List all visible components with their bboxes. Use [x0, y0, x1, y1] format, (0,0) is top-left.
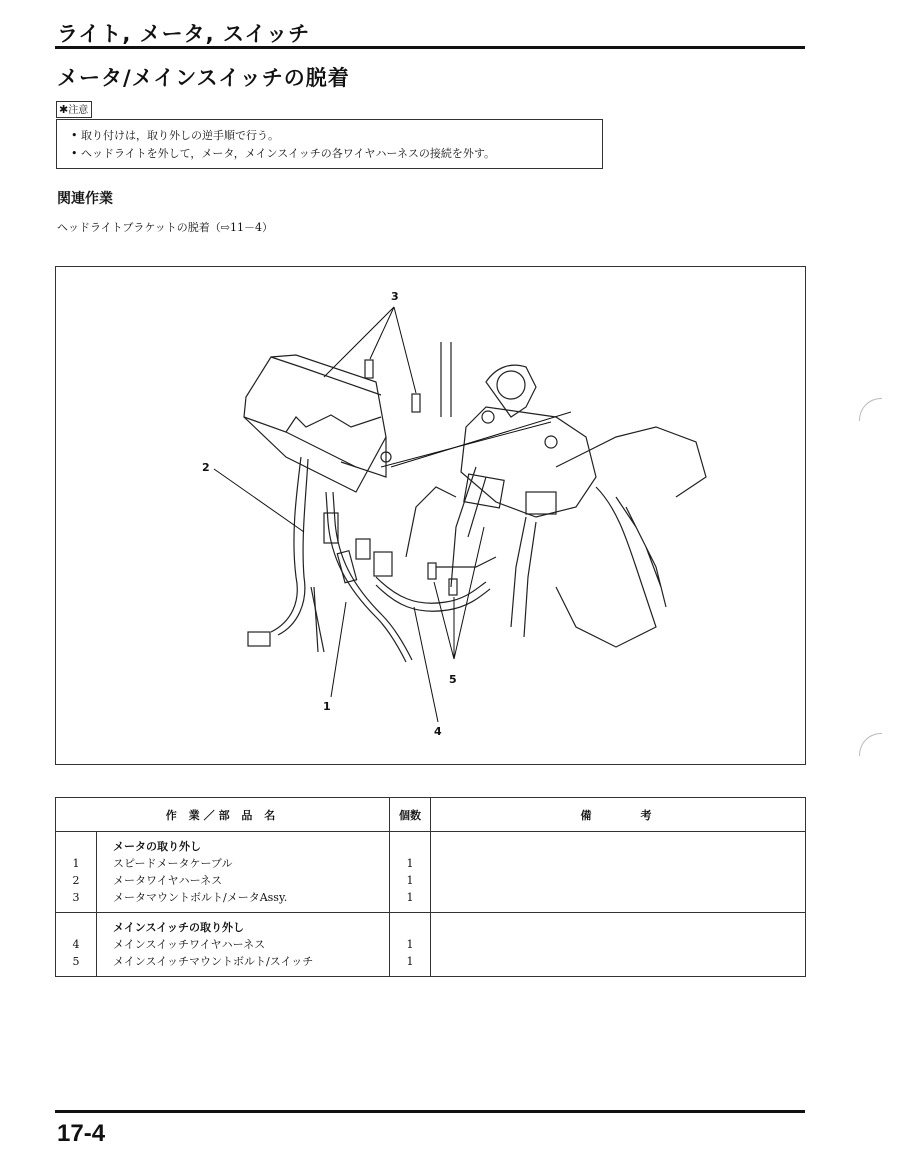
leader-4 [414, 607, 438, 722]
callout-5: 5 [449, 673, 457, 686]
part-name: メータマウントボルト/メータAssy. [113, 891, 288, 904]
leader-bracket [391, 412, 571, 467]
meter-assembly-drawing [244, 355, 391, 492]
part-name: スピードメータケーブル [113, 857, 233, 870]
mount-bolt-3a [365, 360, 373, 378]
caution-line: • 取り付けは，取り外しの逆手順で行う。 [71, 129, 279, 142]
binding-hole-mark [859, 733, 882, 756]
related-work-text: ヘッドライトブラケットの脱着（⇨11－4） [57, 221, 274, 234]
row-number: 5 [72, 955, 80, 968]
related-work-heading: 関連作業 [57, 191, 113, 207]
row-number: 1 [72, 857, 80, 870]
caution-badge [56, 101, 92, 118]
part-name: メータワイヤハーネス [113, 874, 223, 887]
callout-3: 3 [391, 290, 399, 303]
mount-bolt-3b [412, 394, 420, 412]
header-quantity: 個数 [390, 798, 431, 832]
footer-rule [55, 1110, 805, 1113]
header-task-part-name: 作 業／部 品 名 [56, 798, 390, 832]
part-qty: 1 [406, 955, 414, 968]
part-name: メインスイッチワイヤハーネス [113, 938, 266, 951]
leader-5c [454, 527, 484, 659]
leader-1 [331, 602, 346, 697]
meter-switch-illustration [56, 267, 805, 764]
switch-harness-drawing [376, 577, 490, 611]
group-title: メインスイッチの取り外し [113, 921, 245, 934]
part-qty: 1 [406, 874, 414, 887]
leader-2 [214, 469, 304, 532]
remarks-cell [431, 913, 806, 977]
switch-bolt-5a [428, 563, 436, 579]
group-title: メータの取り外し [113, 840, 201, 853]
caution-line: • ヘッドライトを外して，メータ，メインスイッチの各ワイヤハーネスの接続を外す。 [71, 147, 496, 160]
table-header-row [56, 798, 806, 832]
row-number: 2 [72, 874, 80, 887]
switch-bolt-5b [449, 579, 457, 595]
leader-3a [324, 307, 394, 377]
callout-1: 1 [323, 700, 331, 713]
caution-badge-label: 注意 [68, 105, 89, 116]
table-group-main-switch [56, 913, 806, 977]
leader-3b [370, 307, 394, 359]
meter-harness-drawing [248, 457, 324, 652]
page-number: 17-4 [57, 1120, 106, 1147]
header-remarks: 備 考 [431, 798, 806, 832]
remarks-cell [431, 832, 806, 913]
part-qty: 1 [406, 891, 414, 904]
part-qty: 1 [406, 857, 414, 870]
part-qty: 1 [406, 938, 414, 951]
binding-hole-mark [859, 398, 882, 421]
callout-4: 4 [434, 725, 442, 738]
page-title: メータ/メインスイッチの脱着 [57, 66, 350, 90]
leader-3c [394, 307, 416, 393]
table-group-meter [56, 832, 806, 913]
leader-5a [434, 582, 454, 659]
parts-table [55, 797, 806, 977]
star-icon: ✱ [59, 103, 69, 116]
section-title: ライト, メータ, スイッチ [57, 22, 311, 46]
caution-box [56, 119, 603, 169]
speedometer-cable-drawing [324, 492, 412, 662]
row-number: 3 [72, 891, 80, 904]
row-number: 4 [72, 938, 80, 951]
illustration-frame [55, 266, 806, 765]
callout-2: 2 [202, 461, 210, 474]
part-name: メインスイッチマウントボルト/スイッチ [113, 955, 314, 968]
header-rule [55, 46, 805, 49]
